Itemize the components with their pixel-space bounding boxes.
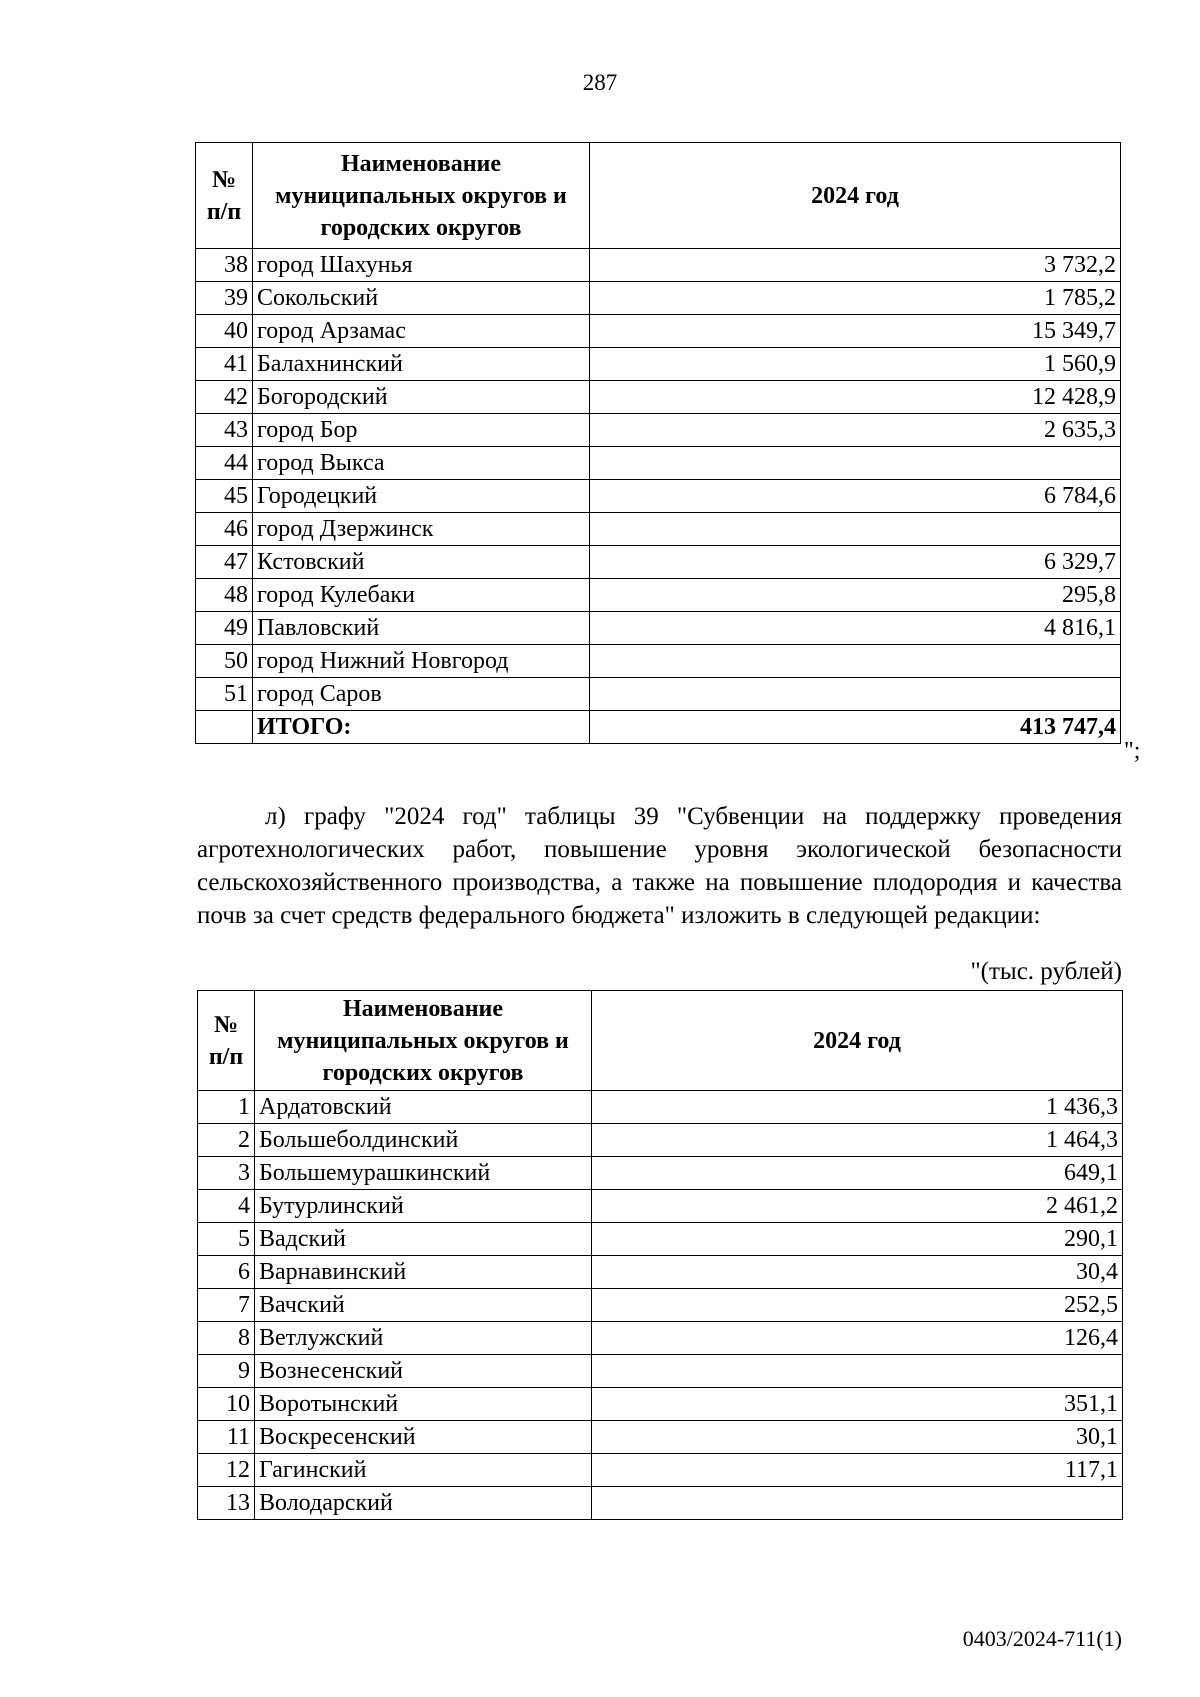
table-row [196, 249, 1121, 282]
row-number: 7 [198, 1289, 255, 1322]
row-name: город Дзержинск [253, 513, 590, 546]
row-number: 43 [196, 414, 253, 447]
row-name: Богородский [253, 381, 590, 414]
row-number: 6 [198, 1256, 255, 1289]
row-name: Кстовский [253, 546, 590, 579]
row-name: Ардатовский [255, 1091, 592, 1124]
table-row [196, 381, 1121, 414]
header-name: Наименование муниципальных округов и городских округов [253, 143, 590, 249]
total-row [196, 711, 1121, 744]
row-name: Гагинский [255, 1454, 592, 1487]
row-name: Володарский [255, 1487, 592, 1520]
row-name: Ветлужский [255, 1322, 592, 1355]
table-row [198, 1289, 1123, 1322]
page-number: 287 [582, 70, 618, 95]
row-value: 6 784,6 [590, 480, 1121, 513]
table-row [196, 513, 1121, 546]
header-year: 2024 год [590, 143, 1121, 249]
row-name: Вадский [255, 1223, 592, 1256]
row-value: 3 732,2 [590, 249, 1121, 282]
row-number: 10 [198, 1388, 255, 1421]
row-number: 40 [196, 315, 253, 348]
table-row [196, 480, 1121, 513]
row-name: город Саров [253, 678, 590, 711]
row-number: 9 [198, 1355, 255, 1388]
closing-quote: "; [1124, 738, 1141, 764]
subvention-table-39 [197, 990, 1123, 1520]
table1-body [196, 249, 1121, 711]
table-row [198, 1190, 1123, 1223]
row-value: 649,1 [592, 1157, 1123, 1190]
table-row [198, 1388, 1123, 1421]
subvention-table-continued [195, 142, 1121, 744]
total-value: 413 747,4 [590, 711, 1121, 744]
header-num: № п/п [196, 143, 253, 249]
total-label: ИТОГО: [253, 711, 590, 744]
row-number: 5 [198, 1223, 255, 1256]
row-number: 2 [198, 1124, 255, 1157]
row-number: 48 [196, 579, 253, 612]
row-number: 1 [198, 1091, 255, 1124]
row-value [590, 678, 1121, 711]
row-name: Городецкий [253, 480, 590, 513]
table-row [198, 1421, 1123, 1454]
row-value: 290,1 [592, 1223, 1123, 1256]
row-name: Воротынский [255, 1388, 592, 1421]
table-row [198, 1124, 1123, 1157]
row-number: 51 [196, 678, 253, 711]
row-name: город Шахунья [253, 249, 590, 282]
table-row [196, 546, 1121, 579]
row-value: 1 464,3 [592, 1124, 1123, 1157]
table-row [196, 612, 1121, 645]
document-code: 0403/2024-711(1) [962, 1626, 1122, 1651]
row-name: Большеболдинский [255, 1124, 592, 1157]
row-value: 2 461,2 [592, 1190, 1123, 1223]
row-value [590, 645, 1121, 678]
table-row [198, 1091, 1123, 1124]
row-name: Большемурашкинский [255, 1157, 592, 1190]
table-row [198, 1256, 1123, 1289]
row-value: 2 635,3 [590, 414, 1121, 447]
row-value: 1 785,2 [590, 282, 1121, 315]
row-value: 295,8 [590, 579, 1121, 612]
row-value [590, 513, 1121, 546]
row-value: 30,1 [592, 1421, 1123, 1454]
row-value: 1 436,3 [592, 1091, 1123, 1124]
table-row [196, 414, 1121, 447]
table-row [196, 282, 1121, 315]
row-number: 47 [196, 546, 253, 579]
row-name: Варнавинский [255, 1256, 592, 1289]
row-name: город Кулебаки [253, 579, 590, 612]
total-num-cell [196, 711, 253, 744]
row-number: 42 [196, 381, 253, 414]
row-value: 15 349,7 [590, 315, 1121, 348]
row-value: 252,5 [592, 1289, 1123, 1322]
row-name: город Арзамас [253, 315, 590, 348]
amendment-text: л) графу "2024 год" таблицы 39 "Субвенции на поддержку проведения агротехнологических работ, повышение уровня экологической безопасности сельскохозяйственного производства, а также на повышение плодородия и качества почв за счет средств федерального бюджета" изложить в следующей редакции: [197, 803, 1122, 929]
row-value: 30,4 [592, 1256, 1123, 1289]
row-value: 117,1 [592, 1454, 1123, 1487]
row-name: город Выкса [253, 447, 590, 480]
table-row [196, 579, 1121, 612]
row-value: 1 560,9 [590, 348, 1121, 381]
table-row [198, 1454, 1123, 1487]
header-name: Наименование муниципальных округов и городских округов [255, 991, 592, 1091]
row-value: 126,4 [592, 1322, 1123, 1355]
table-row [198, 1322, 1123, 1355]
table-row [196, 678, 1121, 711]
row-name: Бутурлинский [255, 1190, 592, 1223]
row-value: 12 428,9 [590, 381, 1121, 414]
row-value: 4 816,1 [590, 612, 1121, 645]
header-num: № п/п [198, 991, 255, 1091]
row-number: 13 [198, 1487, 255, 1520]
table-row [196, 447, 1121, 480]
table-row [196, 645, 1121, 678]
table-row [196, 348, 1121, 381]
row-name: город Нижний Новгород [253, 645, 590, 678]
row-number: 41 [196, 348, 253, 381]
amendment-paragraph [197, 800, 1122, 932]
row-number: 38 [196, 249, 253, 282]
row-number: 8 [198, 1322, 255, 1355]
table-row [196, 315, 1121, 348]
header-year: 2024 год [592, 991, 1123, 1091]
row-value: 351,1 [592, 1388, 1123, 1421]
table-row [198, 1223, 1123, 1256]
row-number: 50 [196, 645, 253, 678]
row-number: 46 [196, 513, 253, 546]
row-number: 3 [198, 1157, 255, 1190]
row-number: 49 [196, 612, 253, 645]
row-number: 44 [196, 447, 253, 480]
row-value [590, 447, 1121, 480]
row-name: Сокольский [253, 282, 590, 315]
row-name: Воскресенский [255, 1421, 592, 1454]
row-number: 45 [196, 480, 253, 513]
row-value [592, 1487, 1123, 1520]
table-row [198, 1157, 1123, 1190]
row-number: 39 [196, 282, 253, 315]
row-name: Вачский [255, 1289, 592, 1322]
row-value [592, 1355, 1123, 1388]
unit-note: "(тыс. рублей) [970, 958, 1122, 985]
row-number: 12 [198, 1454, 255, 1487]
row-value: 6 329,7 [590, 546, 1121, 579]
table2-body [198, 1091, 1123, 1520]
row-name: Вознесенский [255, 1355, 592, 1388]
row-number: 11 [198, 1421, 255, 1454]
table-row [198, 1487, 1123, 1520]
row-name: Павловский [253, 612, 590, 645]
table-row [198, 1355, 1123, 1388]
row-name: Балахнинский [253, 348, 590, 381]
row-name: город Бор [253, 414, 590, 447]
row-number: 4 [198, 1190, 255, 1223]
